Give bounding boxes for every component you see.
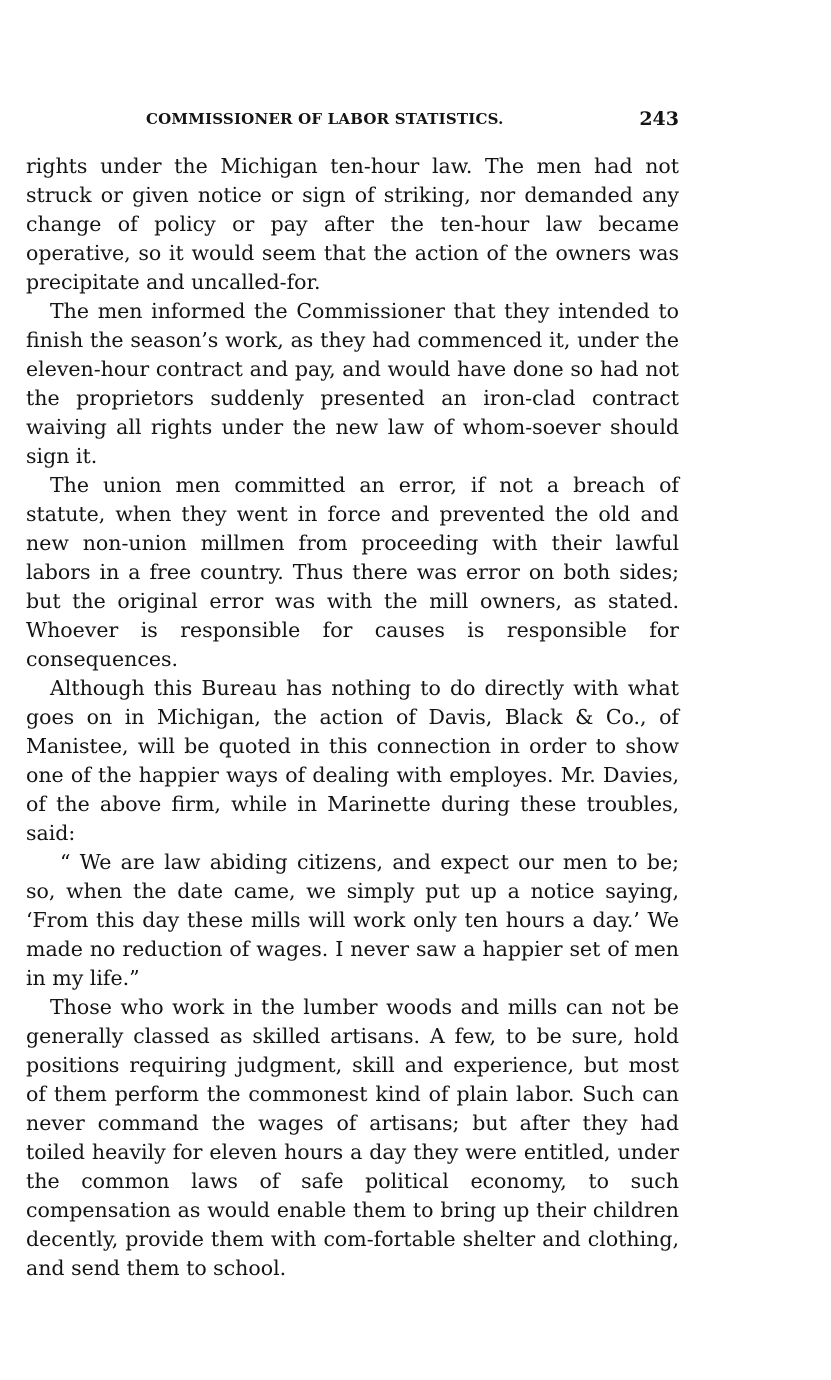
document-page (26, 108, 679, 1283)
paragraph-commissioner: The men informed the Commissioner that they intended to finish the season’s work, as they had commenced it, under the eleven-hour contract and pay, and would have done so had not the proprietors suddenly presented an iron-clad contract waiving all rights under the new law of whom-soever should sign it. (26, 299, 679, 468)
running-head: COMMISSIONER OF LABOR STATISTICS. (146, 110, 504, 128)
paragraph-bureau: Although this Bureau has nothing to do directly with what goes on in Michigan, the action of Davis, Black & Co., of Manistee, will be quoted in this connection in order to show one of the happier ways of dealing with employes. Mr. Davies, of the above firm, while in Marinette during these troubles, said: (26, 676, 679, 845)
paragraph-quotation: “ We are law abiding citizens, and expect our men to be; so, when the date came, we simply put up a notice saying, ‘From this day these mills will work only ten hours a day.’ We made no reduction of wages. I never saw a happier set of men in my life.” (26, 850, 679, 990)
paragraph-lumber-workers: Those who work in the lumber woods and mills can not be generally classed as skilled artisans. A few, to be sure, hold positions requiring judgment, skill and experience, but most of them perform the commonest kind of plain labor. Such can never command the wages of artisans; but after they had toiled heavily for eleven hours a day they were entitled, under the common laws of safe political economy, to such compensation as would enable them to bring up their children decently, provide them with com-fortable shelter and clothing, and send them to school. (26, 995, 679, 1280)
paragraph-union-error: The union men committed an error, if not a breach of statute, when they went in force and prevented the old and new non-union millmen from proceeding with their lawful labors in a free country. Thus there was error on both sides; but the original error was with the mill owners, as stated. Whoever is responsible for causes is responsible for consequences. (26, 473, 679, 671)
paragraph-continuation: rights under the Michigan ten-hour law. The men had not struck or given notice or sign of striking, nor demanded any change of policy or pay after the ten-hour law became operative, so it would seem that the action of the owners was precipitate and uncalled-for. (26, 154, 679, 294)
page-number: 243 (639, 108, 679, 130)
page-header (26, 108, 679, 132)
